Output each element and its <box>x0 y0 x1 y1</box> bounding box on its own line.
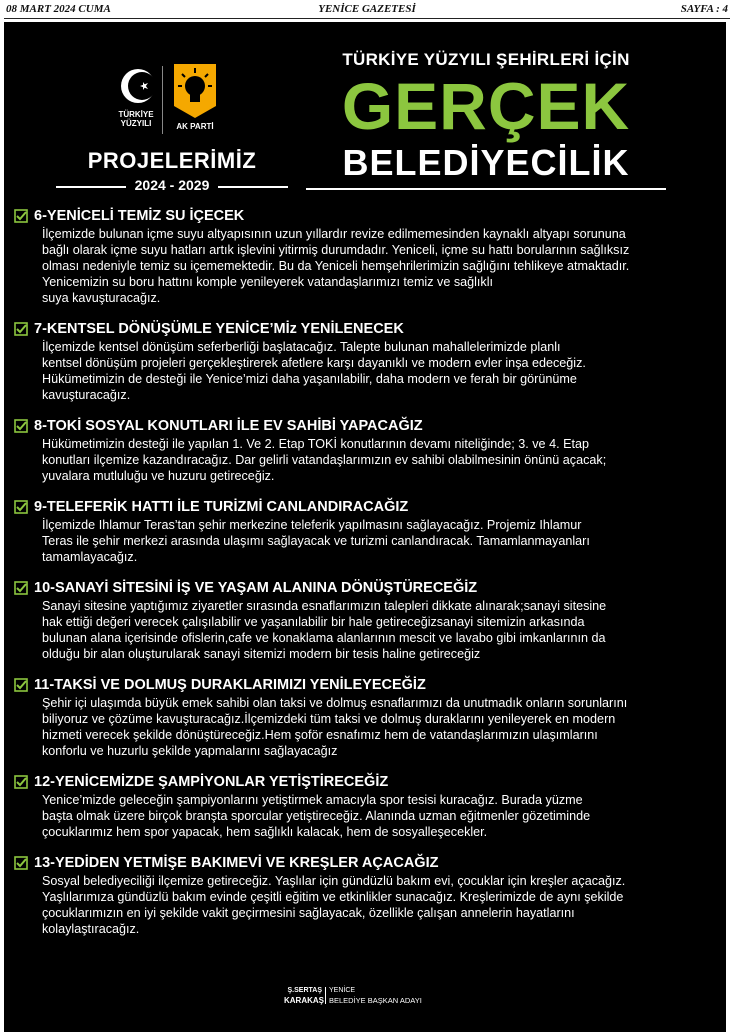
description-line: yuvalara mutluluğu ve huzuru getireceğiz. <box>42 469 275 483</box>
description-line: çocuklarımızın en iyi şekilde vakit geçirmesini sağlayacak, özellikle çalışan annelerin hayatlarını <box>42 906 575 920</box>
project-item <box>14 578 714 662</box>
headline-secondary: BELEDİYECİLİK <box>342 142 630 183</box>
project-title: 12-YENİCEMİZDE ŞAMPİYONLAR YETİŞTİRECEĞİZ <box>34 774 389 790</box>
description-line: Şehir içi ulaşımda büyük emek sahibi olan taksi ve dolmuş esnaflarımızı da unutmadık onların sorunlarını <box>42 696 628 710</box>
checkbox-checked-icon <box>14 209 28 223</box>
ak-parti-text: AK PARTİ <box>176 122 214 131</box>
description-line: Sanayi sitesine yaptığımız ziyaretler sırasında esnaflarımızın talepleri dikkate alınarak;sanayi sitesine <box>42 599 607 613</box>
masthead-page-number: SAYFA : 4 <box>680 3 728 15</box>
project-title: 9-TELEFERİK HATTI İLE TURİZMİ CANLANDIRACAĞIZ <box>34 499 409 515</box>
description-line: İlçemizde Ihlamur Teras’tan şehir merkezine teleferik yapılmasını sağlayacağız. Projemiz Ihlamur <box>42 518 582 532</box>
candidate-district: YENİCE <box>329 987 356 994</box>
candidate-first-name: Ş.SERTAŞ <box>287 987 322 994</box>
headline-rule <box>306 188 666 190</box>
description-line: Teras ile şehir merkezi arasında ulaşımı sağlayacak ve turizmi canlandıracak. Tamamlanmayanları <box>42 534 590 548</box>
description-line: bağlı olarak içme suyu hatları artık işlevini yitirmiş durumdadır. Yeniceli, içme su hattı borularının sağlıksız <box>42 243 630 257</box>
projects-heading: PROJELERİMİZ <box>87 148 257 173</box>
years-bar <box>56 177 288 195</box>
project-item <box>14 675 714 759</box>
checkbox-checked-icon <box>14 419 28 433</box>
checkbox-checked-icon <box>14 322 28 336</box>
description-line: Yaşlılarımıza gündüzlü bakım evinde çeşitli eğitim ve etkinlikler sunacağız. Kreşlerimizde de aynı şekilde <box>42 890 624 904</box>
headline-main: GERÇEK <box>341 69 631 143</box>
ak-parti-logo <box>168 60 222 155</box>
description-line: hizmeti verecek şekilde dönüştüreceğiz.Hem şoför esnafımız hem de vatandaşlarımızın ulaşımlarını <box>42 728 598 742</box>
checkbox-checked-icon <box>14 678 28 692</box>
project-description <box>42 695 697 759</box>
checkbox-checked-icon <box>14 500 28 514</box>
turkiye-yuzyili-text <box>108 110 164 128</box>
candidate-signature <box>284 985 464 1009</box>
project-item <box>14 772 714 840</box>
checkbox-checked-icon <box>14 581 28 595</box>
project-title: 10-SANAYİ SİTESİNİ İŞ VE YAŞAM ALANINA DÖNÜŞTÜRECEĞİZ <box>34 580 478 596</box>
project-title: 11-TAKSİ VE DOLMUŞ DURAKLARIMIZI YENİLEYECEĞİZ <box>34 677 426 693</box>
yuzyili-text: YÜZYILI <box>120 119 152 128</box>
candidate-last-name: KARAKAŞ <box>284 996 324 1005</box>
masthead-paper-name: YENİCE GAZETESİ <box>318 3 416 15</box>
project-item <box>14 416 714 484</box>
description-line: çocuklarımız hem spor yapacak, hem sağlıklı kalacak, hem de sosyalleşecekler. <box>42 825 488 839</box>
project-item <box>14 319 714 403</box>
project-title: 13-YEDİDEN YETMİŞE BAKIMEVİ VE KREŞLER AÇACAĞIZ <box>34 855 439 871</box>
description-line: konforlu ve huzurlu şekilde yapmalarını sağlayacağız <box>42 744 338 758</box>
turkiye-text: TÜRKİYE <box>118 110 154 119</box>
project-title: 7-KENTSEL DÖNÜŞÜMLE YENİCE’Mİz YENİLENECEK <box>34 321 404 337</box>
description-line: kentsel dönüşüm projeleri gerçekleştirerek afetlere karşı dayanıklı ve modern evler inşa edeceğiz. <box>42 356 586 370</box>
description-line: olduğu bir alan oluşturularak sanayi sitemizi modern bir tesis haline getireceğiz <box>42 647 481 661</box>
description-line: suya kavuşturacağız. <box>42 291 161 305</box>
crescent-star-icon <box>118 64 158 108</box>
headline-subtitle: TÜRKİYE YÜZYILI ŞEHİRLERİ İÇİN <box>342 50 630 69</box>
project-item <box>14 853 714 937</box>
description-line: Hükümetimizin de desteği ile Yenice’mizi daha yaşanılabilir, daha modern ve ferah bir görünüme <box>42 372 577 386</box>
description-line: konutları ilçemize kazandıracağız. Dar gelirli vatandaşlarımızın ev sahibi olabilmesinin önünü açacak; <box>42 453 607 467</box>
project-description <box>42 517 697 565</box>
description-line: biliyoruz ve çözüme kavuşturacağız.İlçemizdeki tüm taksi ve dolmuş duraklarını yenileyerek en modern <box>42 712 616 726</box>
logo-divider <box>162 66 163 134</box>
checkbox-checked-icon <box>14 775 28 789</box>
signature-divider <box>325 987 326 1004</box>
candidate-position: BELEDİYE BAŞKAN ADAYI <box>329 996 422 1005</box>
description-line: hak ettiği değeri verecek çalışılabilir ve yaşanılabilir bir hale getireceğizsanayi sitemizin arkasında <box>42 615 585 629</box>
description-line: olması nedeniyle temiz su içememektedir. Bu da Yeniceli hemşehrilerimizin sağlığını tehlikeye atmaktadır. <box>42 259 630 273</box>
masthead <box>0 0 734 22</box>
description-line: tamamlayacağız. <box>42 550 138 564</box>
party-logos <box>112 60 222 155</box>
light-bulb-icon <box>170 60 220 120</box>
turkiye-yuzyili-logo <box>112 60 160 155</box>
description-line: Sosyal belediyeciliği ilçemize getireceğiz. Yaşlılar için gündüzlü bakım evi, çocuklar için kreşler açacağız. <box>42 874 626 888</box>
masthead-rule <box>4 18 730 19</box>
description-line: kolaylaştıracağız. <box>42 922 140 936</box>
description-line: bulunan alana içerisinde ofislerin,cafe ve konaklama alanlarının mescit ve lavabo gibi imkanlarının da <box>42 631 606 645</box>
description-line: Yenice’mizde geleceğin şampiyonlarını yetiştirmek amacıyla spor tesisi kuracağız. Burada yüzme <box>42 793 583 807</box>
description-line: İlçemizde kentsel dönüşüm seferberliği başlatacağız. Talepte bulunan mahallelerimizde planlı <box>42 340 561 354</box>
project-description <box>42 436 697 484</box>
project-title: 6-YENİCELİ TEMİZ SU İÇECEK <box>34 208 245 224</box>
project-description <box>42 792 697 840</box>
description-line: başta olmak üzere birçok branşta sporcular yetiştireceğiz. Alanında uzman eğitmenler gözetiminde <box>42 809 591 823</box>
project-item <box>14 497 714 565</box>
project-item <box>14 206 714 306</box>
masthead-date: 08 MART 2024 CUMA <box>6 3 111 15</box>
project-description <box>42 226 697 306</box>
advertisement-panel <box>4 22 726 1032</box>
project-description <box>42 339 697 403</box>
years-label: 2024 - 2029 <box>126 177 218 193</box>
checkbox-checked-icon <box>14 856 28 870</box>
description-line: Hükümetimizin desteği ile yapılan 1. Ve 2. Etap TOKİ konutlarının devamı niteliğinde; 3. ve 4. Etap <box>42 437 589 451</box>
project-list <box>14 206 714 950</box>
description-line: İlçemizde bulunan içme suyu altyapısının uzun yıllardır revize edilmemesinden kaynaklı altyapı sorununa <box>42 227 626 241</box>
description-line: kavuşturacağız. <box>42 388 131 402</box>
project-description <box>42 873 697 937</box>
project-title: 8-TOKİ SOSYAL KONUTLARI İLE EV SAHİBİ YAPACAĞIZ <box>34 418 423 434</box>
project-description <box>42 598 697 662</box>
description-line: Yenicemizin su boru hattını komple yenileyerek vatandaşlarımızı temiz ve sağlıklı <box>42 275 494 289</box>
